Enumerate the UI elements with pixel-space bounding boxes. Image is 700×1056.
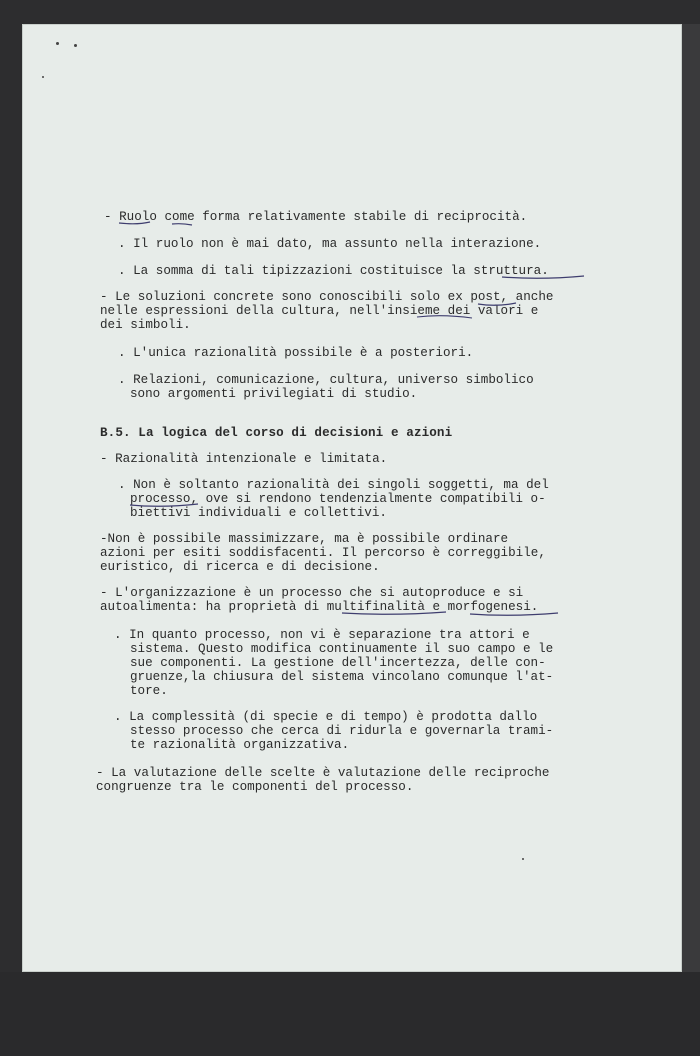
text-line: - L'organizzazione è un processo che si autoproduce e si	[100, 586, 524, 600]
text-line: - Razionalità intenzionale e limitata.	[100, 452, 388, 466]
background-edge	[682, 24, 700, 1056]
text-line: . Non è soltanto razionalità dei singoli soggetti, ma del	[118, 478, 549, 492]
text-line: processo, ove si rendono tendenzialmente compatibili o-	[130, 492, 546, 506]
text-line: autoalimenta: ha proprietà di multifinalità e morfogenesi.	[100, 600, 539, 614]
text-line: . La somma di tali tipizzazioni costituisce la struttura.	[118, 264, 549, 278]
text-line: - La valutazione delle scelte è valutazione delle reciproche	[96, 766, 550, 780]
text-line: - Ruolo come forma relativamente stabile di reciprocità.	[104, 210, 528, 224]
text-line: - Le soluzioni concrete sono conoscibili solo ex post, anche	[100, 290, 554, 304]
section-heading: B.5. La logica del corso di decisioni e azioni	[100, 426, 453, 440]
text-line: stesso processo che cerca di ridurla e governarla trami-	[130, 724, 554, 738]
document-page	[22, 24, 682, 972]
text-line: biettivi individuali e collettivi.	[130, 506, 387, 520]
pen-underlines	[22, 24, 682, 972]
text-line: . L'unica razionalità possibile è a posteriori.	[118, 346, 474, 360]
text-line: . Il ruolo non è mai dato, ma assunto nella interazione.	[118, 237, 542, 251]
text-line: . La complessità (di specie e di tempo) è prodotta dallo	[114, 710, 538, 724]
text-line: -Non è possibile massimizzare, ma è possibile ordinare	[100, 532, 509, 546]
text-line: congruenze tra le componenti del processo.	[96, 780, 414, 794]
text-line: azioni per esiti soddisfacenti. Il percorso è correggibile,	[100, 546, 546, 560]
text-line: sono argomenti privilegiati di studio.	[130, 387, 418, 401]
background-bottom	[0, 972, 700, 1056]
text-line: dei simboli.	[100, 318, 191, 332]
text-line: euristico, di ricerca e di decisione.	[100, 560, 380, 574]
text-line: nelle espressioni della cultura, nell'insieme dei valori e	[100, 304, 539, 318]
text-line: tore.	[130, 684, 168, 698]
text-line: . In quanto processo, non vi è separazione tra attori e	[114, 628, 530, 642]
text-line: sue componenti. La gestione dell'incertezza, delle con-	[130, 656, 546, 670]
text-line: te razionalità organizzativa.	[130, 738, 350, 752]
text-line: sistema. Questo modifica continuamente il suo campo e le	[130, 642, 554, 656]
text-line: . Relazioni, comunicazione, cultura, universo simbolico	[118, 373, 534, 387]
text-line: gruenze,la chiusura del sistema vincolano comunque l'at-	[130, 670, 554, 684]
